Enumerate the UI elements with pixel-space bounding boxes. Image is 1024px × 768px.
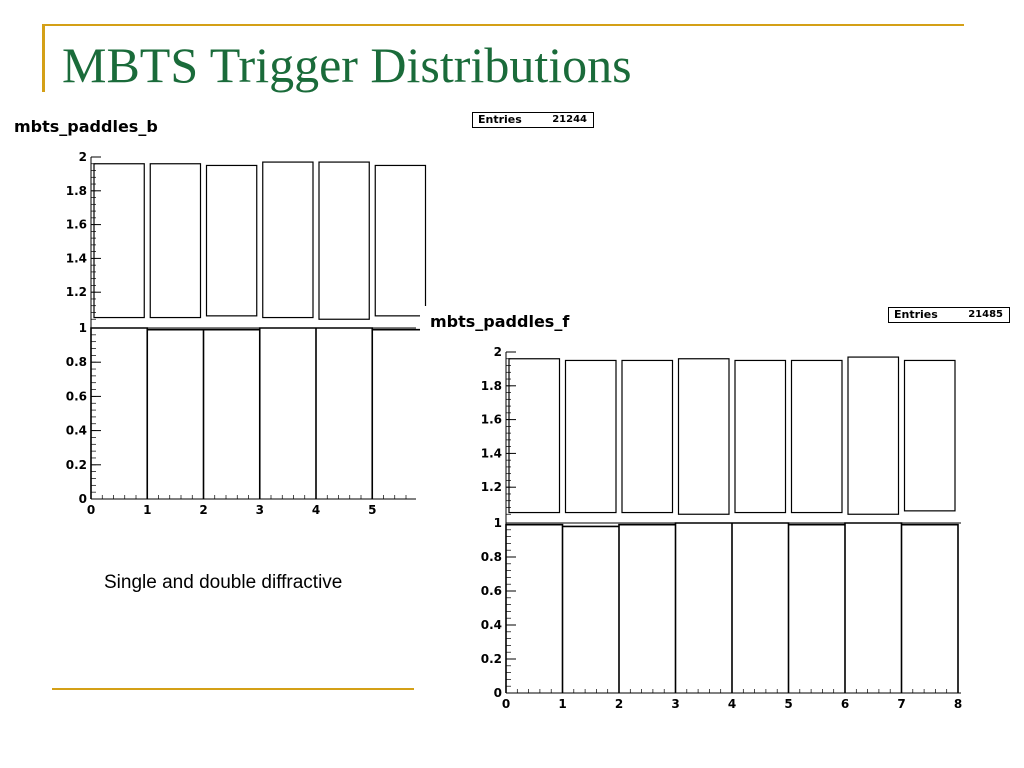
histogram-b-x-tick-label: 0: [86, 503, 96, 517]
histogram-f-x-tick-label: 5: [784, 697, 793, 711]
histogram-b-y-tick-label: 1: [78, 321, 87, 335]
histogram-f-stats-box: [888, 307, 1010, 323]
histogram-b-upper-bin: [375, 165, 425, 315]
histogram-b-x-tick-label: 2: [199, 503, 208, 517]
histogram-b-panel: [0, 0, 430, 520]
accent-bottom-line: [52, 688, 414, 690]
histogram-b-y-tick-label: 0.4: [65, 423, 87, 438]
histogram-f-name: mbts_paddles_f: [430, 312, 570, 331]
histogram-f-x-tick-label: 1: [558, 697, 567, 711]
histogram-f-y-tick-label: 0.8: [480, 550, 502, 564]
histogram-f-x-tick-label: 6: [840, 697, 850, 711]
histogram-f-lower-bins: [506, 523, 958, 693]
histogram-f-panel: [420, 306, 1016, 720]
histogram-f-x-tick-label: 2: [614, 697, 624, 711]
histogram-b-name: mbts_paddles_b: [14, 117, 158, 136]
histogram-f-y-tick-label: 0.4: [480, 618, 502, 632]
histogram-b-lower-bins: [91, 328, 430, 499]
histogram-f-plot: [420, 306, 1016, 720]
histogram-f-upper-bin: [622, 360, 673, 512]
histogram-b-y-tick-label: 1.4: [65, 251, 87, 266]
histogram-f-entries-label: Entries: [894, 308, 938, 321]
histogram-f-upper-bin: [792, 360, 843, 512]
histogram-f-upper-bin: [735, 360, 786, 512]
histogram-f-upper-bin: [905, 360, 956, 510]
histogram-f-x-tick-label: 3: [671, 697, 680, 711]
histogram-f-x-tick-label: 8: [953, 697, 963, 711]
histogram-f-y-tick-label: 0.6: [480, 584, 502, 598]
histogram-f-y-tick-label: 1.2: [480, 480, 502, 495]
histogram-f-y-tick-label: 0.2: [480, 652, 502, 666]
histogram-b-stats-box: [472, 112, 594, 128]
histogram-b-y-tick-label: 1.6: [65, 217, 87, 232]
histogram-b-entries-label: Entries: [478, 113, 522, 126]
histogram-b-y-tick-label: 1.8: [65, 183, 87, 198]
histogram-b-upper-bin: [94, 164, 144, 318]
caption-text: Single and double diffractive: [104, 572, 343, 593]
histogram-f-y-tick-label: 1: [493, 516, 502, 530]
histogram-f-upper-bin: [566, 360, 617, 512]
histogram-b-y-tick-label: 0.6: [65, 389, 87, 404]
histogram-b-x-tick-label: 4: [311, 503, 321, 517]
histogram-f-y-tick-label: 1.4: [480, 446, 502, 461]
histogram-f-upper-bin: [679, 359, 730, 514]
histogram-b-x-tick-label: 3: [255, 503, 264, 517]
histogram-b-y-tick-label: 2: [78, 150, 87, 164]
histogram-f-upper-bin: [848, 357, 899, 514]
histogram-b-y-tick-label: 0.2: [65, 457, 87, 472]
histogram-b-y-tick-label: 1.2: [65, 285, 87, 300]
histogram-b-upper-bin: [207, 165, 257, 315]
histogram-b-upper-bin: [319, 162, 369, 319]
histogram-b-upper-bin: [150, 164, 200, 318]
histogram-b-upper-bin: [263, 162, 313, 317]
histogram-f-y-tick-label: 1.6: [480, 412, 502, 427]
histogram-f-entries-value: 21485: [968, 309, 1003, 320]
histogram-f-x-tick-label: 4: [727, 697, 737, 711]
histogram-f-x-tick-label: 0: [501, 697, 511, 711]
histogram-b-plot: [0, 0, 430, 520]
histogram-b-x-tick-label: 5: [368, 503, 377, 517]
histogram-f-y-tick-label: 0: [493, 686, 502, 700]
slide-title: MBTS Trigger Distributions: [62, 37, 632, 93]
histogram-b-entries-value: 21244: [552, 114, 587, 125]
histogram-b-x-tick-label: 1: [143, 503, 152, 517]
histogram-f-y-tick-label: 2: [493, 345, 502, 359]
histogram-b-y-tick-label: 0.8: [65, 355, 87, 370]
histogram-b-y-tick-label: 0: [78, 492, 87, 506]
histogram-f-upper-bin: [509, 359, 560, 513]
histogram-f-y-tick-label: 1.8: [480, 378, 502, 393]
histogram-f-x-tick-label: 7: [897, 697, 906, 711]
